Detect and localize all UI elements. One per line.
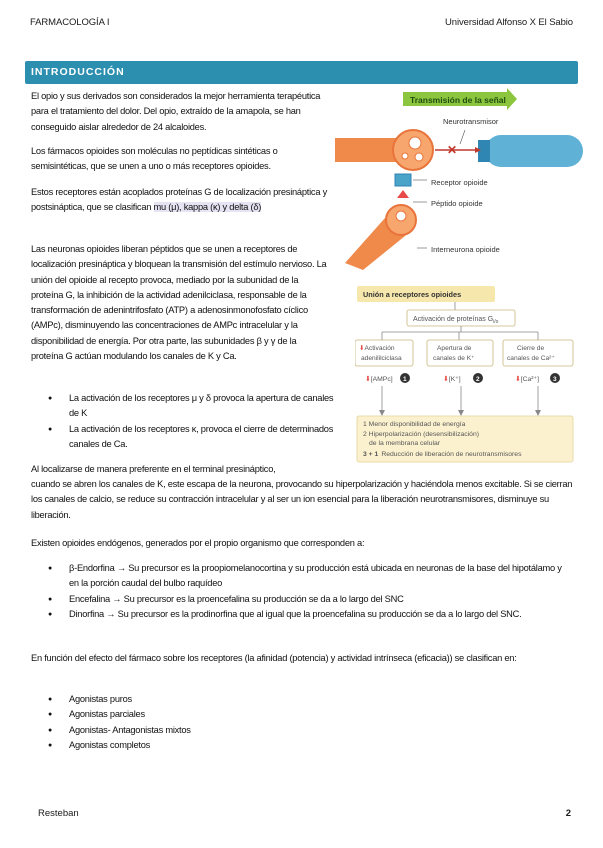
effect-3-text: Reducción de liberación de neurotransmisores (381, 451, 522, 458)
decrease-arrow-icon: ⬇ (365, 376, 371, 383)
vesicle-icon (415, 153, 423, 161)
activation-subscript: i/o (493, 319, 499, 325)
number-badge-text: 2 (476, 376, 480, 383)
paragraph-receptores (31, 185, 328, 216)
list-item: ● La activación de los receptores μ y δ provoca la apertura de canales de K (31, 391, 341, 422)
postsynaptic-receptor (478, 140, 490, 162)
list-item: ● La activación de los receptores κ, provoca el cierre de determinados canales de Ca. (31, 422, 341, 453)
number-badge-text: 1 (403, 376, 407, 383)
section-heading-bar (25, 61, 578, 84)
result-2-value: [K⁺] (448, 376, 461, 383)
neurotransmitter-label: Neurotransmisor (443, 117, 499, 126)
course-name: FARMACOLOGÍA I (30, 17, 110, 28)
decrease-arrow-icon: ⬇ (359, 345, 365, 352)
interneuron-label: Interneurona opioide (431, 245, 500, 254)
paragraph-opio: El opio y sus derivados son considerados la mejor herramienta terapéutica para el tratamiento del dolor. Del opio, extraído de la amapola, se han conseguido aislar alrededor de 24 alcaloides. (31, 91, 321, 132)
list-item: ● Encefalina → Su precursor es la proencefalina su producción se da a lo largo del SNC (31, 592, 573, 607)
flow-title: Unión a receptores opioides (363, 290, 462, 299)
page-number: 2 (565, 808, 571, 819)
activation-prefix: Activación de proteínas G (413, 316, 494, 323)
effect-2-line2: de la membrana celular (369, 440, 441, 447)
signal-transmission-figure (335, 88, 583, 273)
effect-1: 1 Menor disponibilidad de energía (363, 421, 466, 428)
bullet-list-agonistas (31, 692, 573, 753)
effect-2-line1: 2 Hiperpolarización (desensibilización) (363, 431, 479, 438)
decrease-arrow-icon: ⬇ (515, 376, 521, 383)
section-title: INTRODUCCIÓN (31, 66, 125, 78)
receptor-binding-flow-figure (355, 284, 577, 464)
paragraph-farmacos: Los fármacos opioides son moléculas no peptídicas sintéticas o semisintéticas, que se unen a uno o más receptores opioides. (31, 146, 278, 172)
effect-3-prefix: 3 + 1 (363, 451, 379, 458)
result-1-value: [AMPc] (370, 376, 393, 383)
blocked-x-icon: ✕ (447, 143, 458, 157)
list-item: ● Agonistas completos (31, 738, 573, 753)
university-name: Universidad Alfonso X El Sabio (445, 17, 573, 28)
list-item: ● Agonistas puros (31, 692, 573, 707)
calcium-channel-box (503, 340, 573, 366)
receptor-types-highlight: mu (μ), kappa (κ) y delta (δ) (153, 202, 262, 213)
result-3-value: [Ca²⁺] (520, 376, 540, 383)
signal-banner-label: Transmisión de la señal (410, 95, 506, 105)
postsynaptic-neuron (485, 135, 583, 167)
arrowhead-icon (379, 410, 385, 416)
list-item: ● Dinorfina → Su precursor es la prodinorfina que al igual que la proencefalina su producción se da a lo largo del SNC. (31, 607, 573, 622)
effect-3 (363, 451, 522, 458)
number-badge-text: 3 (553, 376, 557, 383)
potassium-channel-box (427, 340, 493, 366)
effector-3-line1: Cierre de (517, 345, 545, 352)
receptor-label-line: Receptor opioide (431, 178, 488, 187)
effector-label-1 (359, 344, 395, 352)
page-header (30, 17, 573, 31)
arrowhead-icon (458, 410, 464, 416)
opioid-receptor (395, 174, 411, 186)
result-2-label (443, 375, 461, 383)
bullet-list-endogenos (31, 561, 573, 622)
list-item: ● Agonistas parciales (31, 707, 573, 722)
vesicle-icon (409, 137, 421, 149)
effector-2-line1: Apertura de (437, 345, 472, 352)
effector-1-line2: adenililciclasa (361, 355, 402, 362)
result-1-label (365, 375, 393, 383)
vesicle-icon (396, 211, 406, 221)
paragraph-receptores-text: Estos receptores están acoplados proteínas G de localización presináptica y postsináptica, que se clasifican (31, 187, 327, 213)
opioid-peptide-icon (397, 190, 409, 198)
decrease-arrow-icon: ⬇ (443, 376, 449, 383)
vesicle-icon (402, 153, 408, 159)
leader-line (460, 130, 465, 144)
presynaptic-terminal (393, 130, 433, 170)
effector-1-line1: Activación (364, 345, 395, 352)
paragraph-localizacion-line1: Al localizarse de manera preferente en el terminal presináptico, (31, 464, 276, 474)
list-item: ● β-Endorfina → Su precursor es la proopiomelanocortina y su producción está ubicada en neuronas de la base del hipotálamo y en la porción caudal del bulbo raquídeo (31, 561, 573, 592)
list-item: ● Agonistas- Antagonistas mixtos (31, 723, 573, 738)
result-3-label (515, 375, 539, 383)
paragraph-clasificacion: En función del efecto del fármaco sobre los receptores (la afinidad (potencia) y actividad intrínseca (eficacia)) se clasifican en: (31, 653, 517, 663)
effector-3-line2: canales de Ca²⁺ (507, 355, 555, 362)
peptide-label: Péptido opioide (431, 199, 483, 208)
paragraph-endogenos: Existen opioides endógenos, generados por el propio organismo que corresponden a: (31, 538, 365, 548)
page-footer (38, 808, 571, 819)
author-name: Resteban (38, 808, 79, 819)
adenylyl-cyclase-box (355, 340, 413, 366)
paragraph-localizacion-rest: cuando se abren los canales de K, este escapa de la neurona, provocando su hiperpolarización y haciéndola menos excitable. Si se cierran los canales de calcio, se reduce su contracción intracelular y al ser un ion esencial para la liberación neurotransmisores, disminuye su liberación. (31, 479, 573, 520)
effector-2-line2: canales de K⁺ (433, 355, 475, 362)
arrowhead-icon (535, 410, 541, 416)
paragraph-neuronas: Las neuronas opioides liberan péptidos que se unen a receptores de localización presináptica y bloquean la transmisión del estímulo nervioso. La unión del opioide al recepto provoca, mediado por la subunidad de la proteína G, la inhibición de la actividad adenilciclasa, responsable de la transformación de adenintrifosfato (ATP) a adenosinmonofosfato cíclico (AMPc), disminuyendo las concentraciones de AMPc intracelular y la disponibilidad de energía. Por otra parte, las subunidades β y γ de la proteína G actúan modulando los canales de K y Ca. (31, 244, 327, 362)
bullet-list-activacion (31, 391, 341, 452)
